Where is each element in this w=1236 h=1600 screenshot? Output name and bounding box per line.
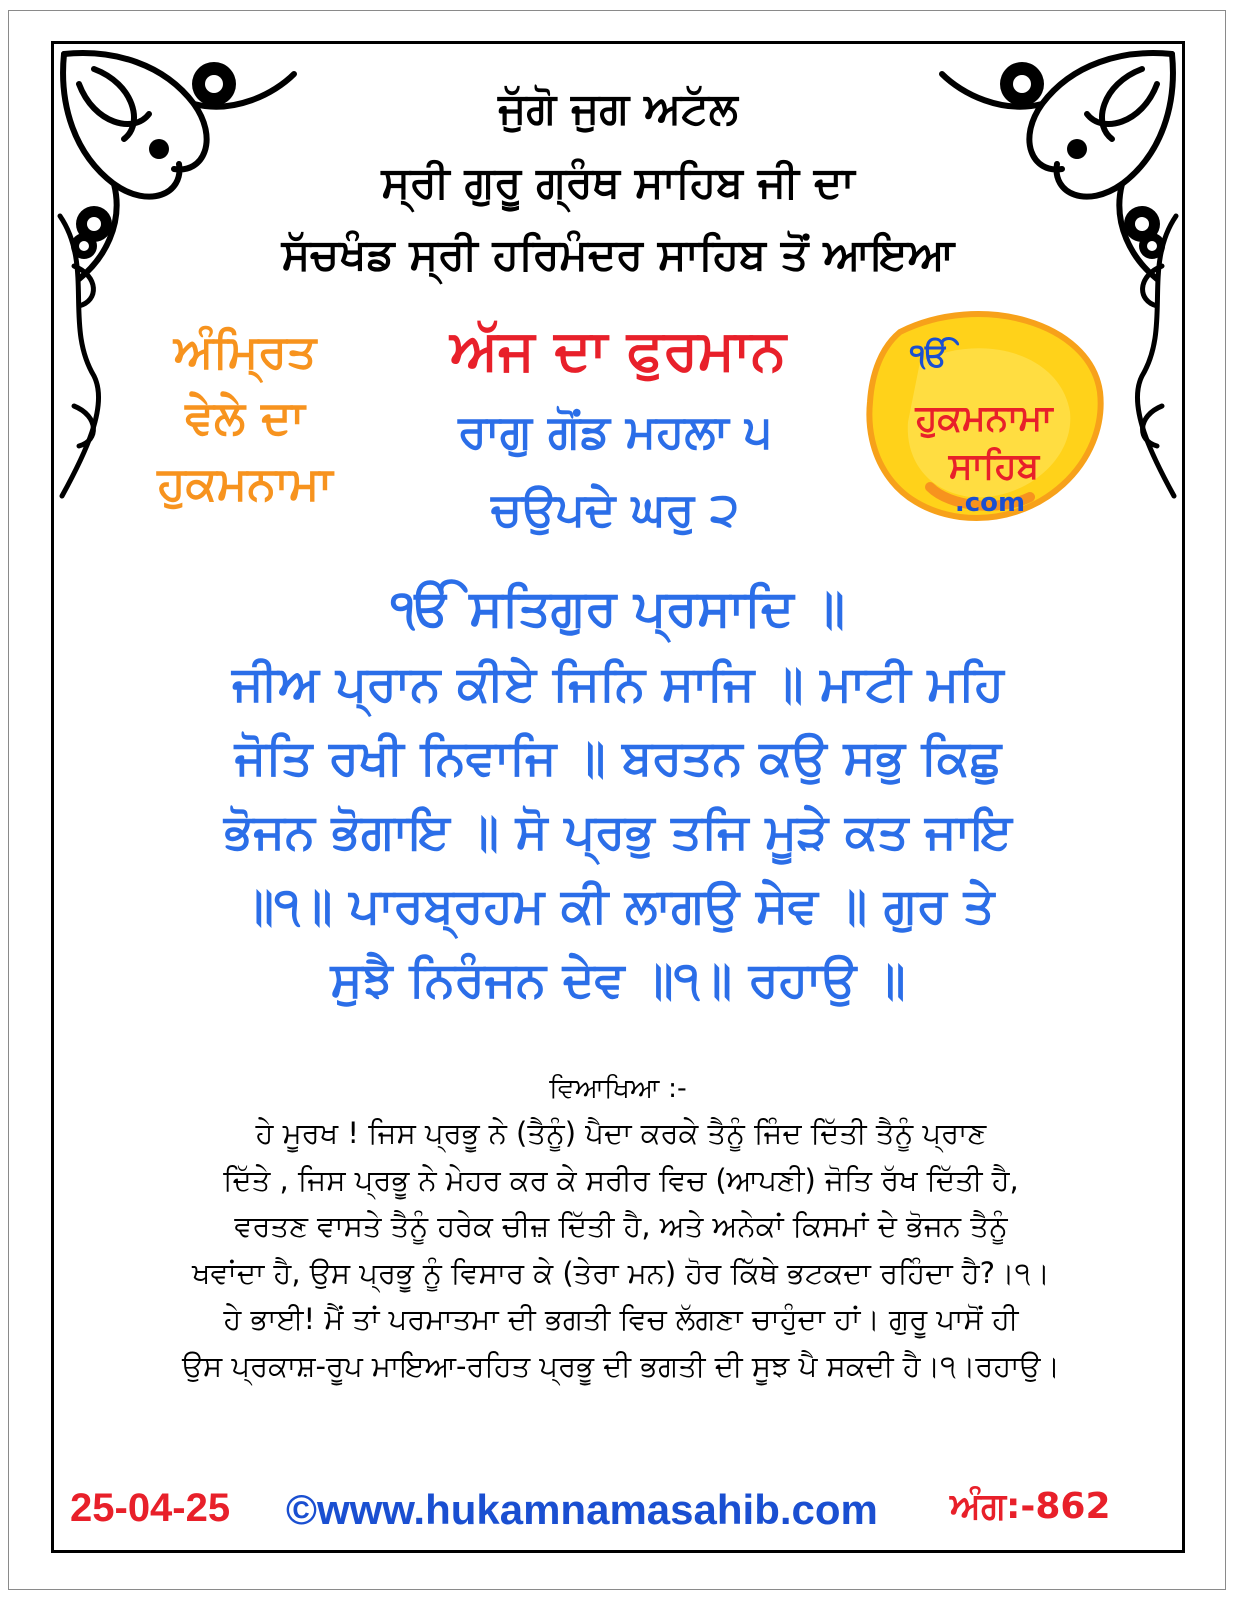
- page-title: ਅੱਜ ਦਾ ਫੁਰਮਾਨ: [450, 318, 786, 383]
- footer-website-link[interactable]: ©www.hukamnamasahib.com: [286, 1486, 878, 1533]
- vyakhya-line: ਵਰਤਣ ਵਾਸਤੇ ਤੈਨੂੰ ਹਰੇਕ ਚੀਜ਼ ਦਿੱਤੀ ਹੈ, ਅਤੇ ਅਨੇਕਾਂ ਕਿਸਮਾਂ ਦੇ ਭੋਜਨ ਤੈਨੂੰ: [234, 1209, 1008, 1243]
- gurbani-line-3: ਭੋਜਨ ਭੋਗਾਇ ॥ ਸੋ ਪ੍ਰਭੁ ਤਜਿ ਮੂੜੇ ਕਤ ਜਾਇ: [224, 804, 1012, 860]
- logo-wordmark-line-2: ਸਾਹਿਬ: [948, 446, 1040, 487]
- gurbani-line-2: ਜੋਤਿ ਰਖੀ ਨਿਵਾਜਿ ॥ ਬਰਤਨ ਕਉ ਸਭੁ ਕਿਛੁ: [234, 730, 1002, 786]
- gurbani-line-1: ਜੀਅ ਪ੍ਰਾਨ ਕੀਏ ਜਿਨਿ ਸਾਜਿ ॥ ਮਾਟੀ ਮਹਿ: [232, 656, 1004, 712]
- ornament-mid-left: [54, 206, 114, 506]
- side-label-line-2: ਵੇਲੇ ਦਾ: [185, 390, 305, 444]
- vyakhya-line: ਹੇ ਭਾਈ! ਮੈਂ ਤਾਂ ਪਰਮਾਤਮਾ ਦੀ ਭਗਤੀ ਵਿਚ ਲੱਗਣਾ ਚਾਹੁੰਦਾ ਹਾਂ। ਗੁਰੂ ਪਾਸੋਂ ਹੀ: [223, 1302, 1019, 1336]
- gurbani-line-4: ॥੧॥ ਪਾਰਬ੍ਰਹਮ ਕੀ ਲਾਗਉ ਸੇਵ ॥ ਗੁਰ ਤੇ: [241, 878, 995, 934]
- raag-line-2: ਚਉਪਦੇ ਘਰੁ ੨: [491, 482, 739, 536]
- header-line-3: ਸੱਚਖੰਡ ਸ੍ਰੀ ਹਰਿਮੰਦਰ ਸਾਹਿਬ ਤੋਂ ਆਇਆ: [281, 230, 955, 280]
- footer-date: 25-04-25: [70, 1486, 231, 1530]
- vyakhya-line: ਦਿੱਤੇ , ਜਿਸ ਪ੍ਰਭੂ ਨੇ ਮੇਹਰ ਕਰ ਕੇ ਸਰੀਰ ਵਿਚ (ਆਪਣੀ) ਜੋਤਿ ਰੱਖ ਦਿੱਤੀ ਹੈ,: [223, 1162, 1019, 1197]
- header-line-2: ਸ੍ਰੀ ਗੁਰੂ ਗ੍ਰੰਥ ਸਾਹਿਬ ਜੀ ਦਾ: [381, 158, 855, 208]
- gurbani-line-5: ਸੁਝੈ ਨਿਰੰਜਨ ਦੇਵ ॥੧॥ ਰਹਾਉ ॥: [330, 952, 906, 1008]
- ornament-mid-right: [1122, 206, 1182, 506]
- vyakhya-label: ਵਿਆਖਿਆ :-: [549, 1073, 687, 1104]
- header-line-1: ਜੁੱਗੋ ਜੁਗ ਅਟੱਲ: [498, 84, 738, 134]
- logo-wordmark-line-1: ਹੁਕਮਨਾਮਾ: [915, 398, 1053, 439]
- raag-line-1: ਰਾਗੁ ਗੋਂਡ ਮਹਲਾ ੫: [458, 404, 772, 458]
- footer-ang-number: ਅੰਗ:-862: [950, 1486, 1111, 1527]
- vyakhya-line: ਖਵਾਂਦਾ ਹੈ, ਉਸ ਪ੍ਰਭੂ ਨੂੰ ਵਿਸਾਰ ਕੇ (ਤੇਰਾ ਮਨ) ਹੋਰ ਕਿੱਥੇ ਭਟਕਦਾ ਰਹਿੰਦਾ ਹੈ?।੧।: [192, 1255, 1050, 1290]
- hukamnama-sahib-logo: [860, 302, 1108, 534]
- side-label-line-3: ਹੁਕਮਨਾਮਾ: [157, 456, 333, 510]
- manglacharan: ੴ ਸਤਿਗੁਰ ਪ੍ਰਸਾਦਿ ॥: [390, 579, 846, 637]
- vyakhya-line: ਉਸ ਪ੍ਰਕਾਸ਼-ਰੂਪ ਮਾਇਆ-ਰਹਿਤ ਪ੍ਰਭੂ ਦੀ ਭਗਤੀ ਦੀ ਸੂਝ ਪੈ ਸਕਦੀ ਹੈ।੧।ਰਹਾਉ।: [181, 1348, 1061, 1383]
- side-label-line-1: ਅੰਮ੍ਰਿਤ: [173, 324, 317, 378]
- vyakhya-text: [86, 1110, 1156, 1389]
- logo-ik-onkar-symbol: ੴ: [910, 336, 949, 374]
- logo-wordmark-line-3: .com: [954, 488, 1026, 518]
- vyakhya-line: ਹੇ ਮੂਰਖ ! ਜਿਸ ਪ੍ਰਭੂ ਨੇ (ਤੈਨੂੰ) ਪੈਦਾ ਕਰਕੇ ਤੈਨੂੰ ਜਿੰਦ ਦਿੱਤੀ ਤੈਨੂੰ ਪ੍ਰਾਣ: [255, 1116, 987, 1150]
